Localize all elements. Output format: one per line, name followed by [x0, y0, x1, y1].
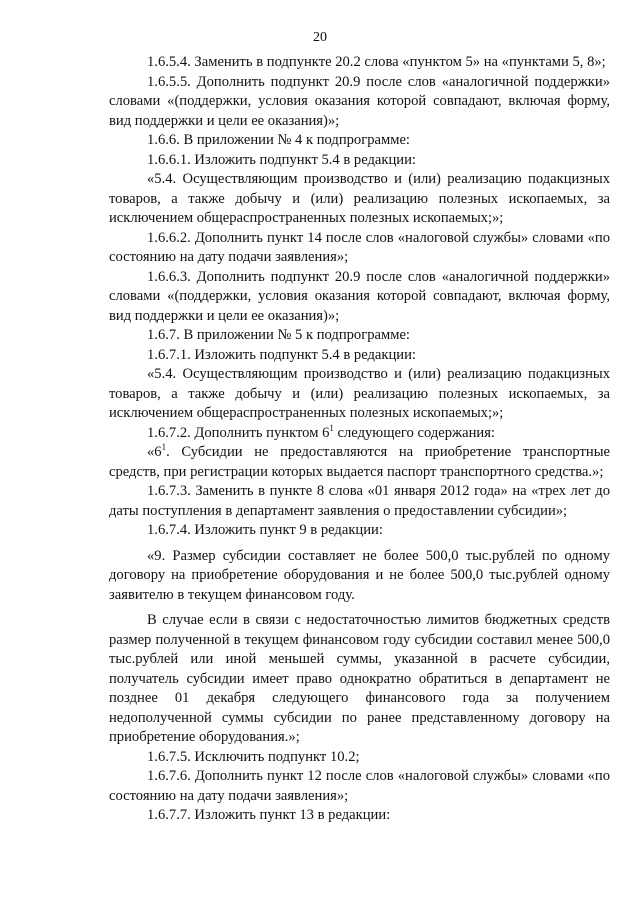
paragraph-1-6-7-5: 1.6.7.5. Исключить подпункт 10.2;	[147, 748, 360, 765]
paragraph-1-6-5-4: 1.6.5.4. Заменить в подпункте 20.2 слова «пунктом 5» на «пунктами 5, 8»;	[147, 54, 606, 70]
paragraph-1-6-6-1: 1.6.6.1. Изложить подпункт 5.4 в редакции:	[147, 151, 416, 168]
paragraph-1-6-7-6: 1.6.7.6. Дополнить пункт 12 после слов «налоговой службы» словами «по состоянию на дату подачи заявления»;	[109, 768, 610, 804]
paragraph-1-6-6-3: 1.6.6.3. Дополнить подпункт 20.9 после слов «аналогичной поддержки» словами «(поддержки, условия оказания которой совпадают, включая форму, вид поддержки и цели ее оказания)»;	[109, 268, 610, 324]
paragraph-quote-5-4-a: «5.4. Осуществляющим производство и (или) реализацию подакцизных товаров, а также добычу и (или) реализацию полезных ископаемых, за исключением общераспространенных полезных ископаемых;»;	[109, 171, 610, 226]
superscript: 1	[161, 442, 167, 452]
paragraph-quote-6-1-text: «6	[147, 444, 162, 460]
document-body	[109, 53, 610, 826]
paragraph-1-6-7-1: 1.6.7.1. Изложить подпункт 5.4 в редакции:	[147, 346, 416, 363]
paragraph-1-6-7-7: 1.6.7.7. Изложить пункт 13 в редакции:	[147, 807, 391, 823]
paragraph-quote-5-4-b: «5.4. Осуществляющим производство и (или) реализацию подакцизных товаров, а также добычу и (или) реализацию полезных ископаемых, за исключением общераспространенных полезных ископаемых;»;	[109, 366, 610, 421]
paragraph-quote-6-1	[109, 443, 610, 482]
paragraph-1-6-6-2: 1.6.6.2. Дополнить пункт 14 после слов «налоговой службы» словами «по состоянию на дату подачи заявления»;	[109, 229, 610, 265]
paragraph-quote-6-1-tail: . Субсидии не предоставляются на приобретение транспортные средств, при регистрации которых выдается паспорт транспортного средства.»;	[109, 444, 610, 480]
paragraph-1-6-7: 1.6.7. В приложении № 5 к подпрограмме:	[147, 327, 410, 343]
paragraph-1-6-7-2	[109, 424, 610, 444]
superscript: 1	[329, 422, 334, 433]
paragraph-1-6-7-3: 1.6.7.3. Заменить в пункте 8 слова «01 января 2012 года» на «трех лет до даты поступления в департамент заявления о предоставлении субсидии»;	[109, 483, 610, 519]
paragraph-1-6-7-4: 1.6.7.4. Изложить пункт 9 в редакции:	[147, 522, 383, 538]
paragraph-1-6-7-2-text: 1.6.7.2. Дополнить пунктом 6	[147, 424, 330, 441]
paragraph-1-6-6: 1.6.6. В приложении № 4 к подпрограмме:	[147, 132, 410, 148]
paragraph-quote-9: «9. Размер субсидии составляет не более 500,0 тыс.рублей по одному договору на приобретение оборудования и не более 500,0 тыс.рублей одному заявителю в текущем финансовом году.	[109, 547, 610, 603]
paragraph-quote-9-continued: В случае если в связи с недостаточностью лимитов бюджетных средств размер полученной в текущем финансовом году субсидии составил менее 500,0 тыс.рублей или иной меньшей суммы, указанной в расчете субсидии, получатель субсидии имеет право однократно обратиться в департамент не позднее 01 декабря следующего финансового года за получением недополученной суммы субсидии по ранее представленному договору на приобретение оборудования.»;	[109, 612, 610, 745]
paragraph-1-6-5-5: 1.6.5.5. Дополнить подпункт 20.9 после слов «аналогичной поддержки» словами «(поддержки, условия оказания которой совпадают, включая форму, вид поддержки и цели ее оказания)»;	[109, 73, 610, 129]
page-number: 20	[313, 30, 327, 45]
paragraph-1-6-7-2-tail: следующего содержания:	[333, 424, 495, 441]
